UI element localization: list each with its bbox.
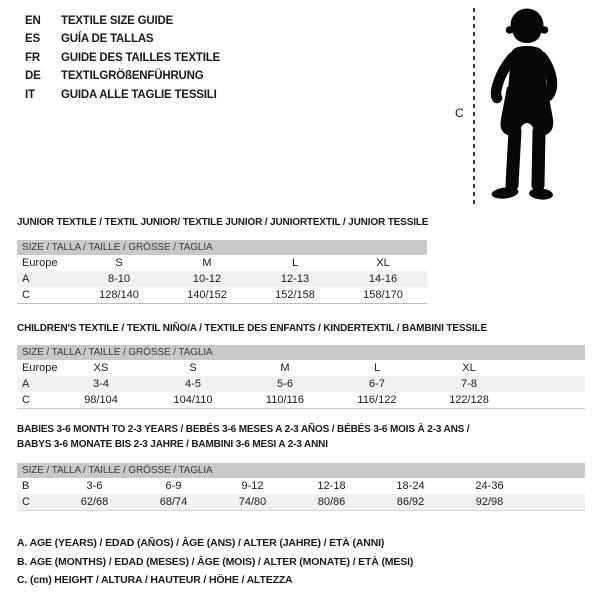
- table-row: [17, 287, 427, 304]
- column-header: S: [115, 257, 123, 269]
- row-label: A: [17, 376, 55, 392]
- table-cell: 12-18: [317, 480, 346, 492]
- column-header: L: [291, 257, 299, 269]
- footnotes: [17, 534, 413, 590]
- table-cell: 122/128: [449, 394, 489, 406]
- table-cell: 24-36: [475, 480, 504, 492]
- table-cell: 128/140: [99, 289, 139, 301]
- size-header-row: [17, 463, 585, 478]
- lang-title: TEXTILE SIZE GUIDE: [61, 15, 174, 27]
- table-cell: 12-13: [251, 271, 339, 287]
- row-label: B: [22, 480, 30, 492]
- size-header-cell: SIZE / TALLA / TAILLE / GRÖSSE / TAGLIA: [17, 240, 427, 255]
- table-cell: 62/68: [55, 494, 134, 511]
- table-cell: 6-9: [165, 480, 182, 492]
- lang-title: GUIDE DES TAILLES TEXTILE: [61, 51, 220, 64]
- table-row: [17, 376, 585, 392]
- spacer-cell: [515, 360, 585, 376]
- baby-silhouette-icon: [482, 5, 570, 207]
- row-label: C: [17, 494, 55, 511]
- lang-code: EN: [25, 15, 41, 27]
- language-title-list: [25, 12, 220, 104]
- table-cell: 7-8: [423, 376, 515, 392]
- height-measure-dashed-line: [473, 8, 475, 206]
- table-cell: 158/170: [363, 289, 403, 301]
- row-label: C: [22, 289, 30, 301]
- table-cell: 152/158: [275, 289, 315, 301]
- table-cell: 98/104: [84, 394, 118, 406]
- lang-title: GUÍA DE TALLAS: [61, 33, 154, 46]
- babies-table-title: [17, 423, 469, 452]
- lang-row-it: [25, 86, 220, 104]
- table-cell: 6-7: [331, 376, 423, 392]
- children-size-table: [17, 345, 585, 409]
- table-cell: 110/116: [265, 394, 305, 406]
- table-row: [17, 494, 585, 511]
- lang-title: TEXTILGRÖßENFÜHRUNG: [61, 70, 204, 83]
- height-measure-label: C: [455, 106, 464, 120]
- size-header-row: [17, 345, 585, 360]
- table-cell: 8-10: [75, 271, 163, 287]
- table-cell: 14-16: [339, 271, 427, 287]
- column-header: XS: [93, 362, 109, 374]
- footnote-a: A. AGE (YEARS) / EDAD (AÑOS) / ÂGE (ANS) / ALTER (JAHRE) / ETÀ (ANNI): [17, 537, 385, 549]
- lang-code: IT: [25, 88, 35, 101]
- spacer-cell: [515, 376, 585, 392]
- lang-row-de: [25, 67, 220, 85]
- table-cell: 3-6: [86, 480, 103, 492]
- table-cell: 116/122: [357, 394, 397, 406]
- table-row: [17, 392, 585, 409]
- junior-size-table: [17, 240, 427, 304]
- table-row: [17, 360, 585, 376]
- spacer-cell: [529, 478, 585, 494]
- table-row: [17, 271, 427, 287]
- table-cell: 4-5: [147, 376, 239, 392]
- footnote-c: C. (cm) HEIGHT / ALTURA / HAUTEUR / HÖHE / ALTEZZA: [17, 574, 293, 587]
- babies-size-table: [17, 463, 585, 511]
- table-row: [17, 478, 585, 494]
- column-header: XL: [376, 257, 390, 269]
- lang-code: ES: [25, 33, 40, 46]
- lang-title: GUIDA ALLE TAGLIE TESSILI: [61, 88, 217, 101]
- column-header: S: [189, 362, 197, 374]
- table-cell: 92/98: [450, 494, 529, 511]
- table-cell: 68/74: [134, 494, 213, 511]
- table-cell: 80/86: [292, 494, 371, 511]
- table-cell: 10-12: [163, 271, 251, 287]
- lang-code: DE: [25, 70, 41, 83]
- spacer-cell: [529, 494, 585, 511]
- row-label: Europe: [22, 362, 58, 374]
- table-cell: 74/80: [213, 494, 292, 511]
- column-header: M: [280, 362, 290, 374]
- spacer-cell: [515, 392, 585, 409]
- footnote-b: B. AGE (MONTHS) / EDAD (MESES) / ÂGE (MOIS) / ALTER (MONATE) / ETÀ (MESI): [17, 555, 414, 568]
- column-header: L: [373, 362, 381, 374]
- table-cell: 18-24: [396, 480, 425, 492]
- table-row: [17, 255, 427, 271]
- row-label: C: [22, 394, 30, 406]
- junior-table-title: JUNIOR TEXTILE / TEXTIL JUNIOR/ TEXTILE JUNIOR / JUNIORTEXTIL / JUNIOR TESSILE: [17, 217, 429, 228]
- table-cell: 9-12: [241, 480, 264, 492]
- babies-title-line-1: BABIES 3-6 MONTH TO 2-3 YEARS / BEBÉS 3-6 MESES A 2-3 AÑOS / BÉBÉS 3-6 MOIS À 2-3 ANS /: [17, 424, 470, 435]
- row-label: A: [17, 271, 75, 287]
- table-cell: 3-4: [55, 376, 147, 392]
- table-cell: 140/152: [187, 289, 227, 301]
- size-header-row: [17, 240, 427, 255]
- table-cell: 104/110: [173, 394, 213, 406]
- row-label: Europe: [22, 257, 58, 269]
- size-header-cell: SIZE / TALLA / TAILLE / GRÖSSE / TAGLIA: [17, 345, 585, 360]
- babies-title-line-2: BABYS 3-6 MONATE BIS 2-3 JAHRE / BAMBINI 3-6 MESI A 2-3 ANNI: [17, 438, 328, 450]
- children-table-title: CHILDREN'S TEXTILE / TEXTIL NIÑO/A / TEXTILE DES ENFANTS / KINDERTEXTIL / BAMBINI TESSILE: [17, 323, 487, 334]
- column-header: M: [202, 257, 212, 269]
- lang-row-fr: [25, 49, 220, 67]
- lang-row-en: [25, 12, 220, 30]
- lang-code: FR: [25, 51, 40, 64]
- column-header: XL: [462, 362, 476, 374]
- size-header-cell: SIZE / TALLA / TAILLE / GRÖSSE / TAGLIA: [17, 463, 585, 478]
- lang-row-es: [25, 30, 220, 48]
- table-cell: 86/92: [371, 494, 450, 511]
- table-cell: 5-6: [239, 376, 331, 392]
